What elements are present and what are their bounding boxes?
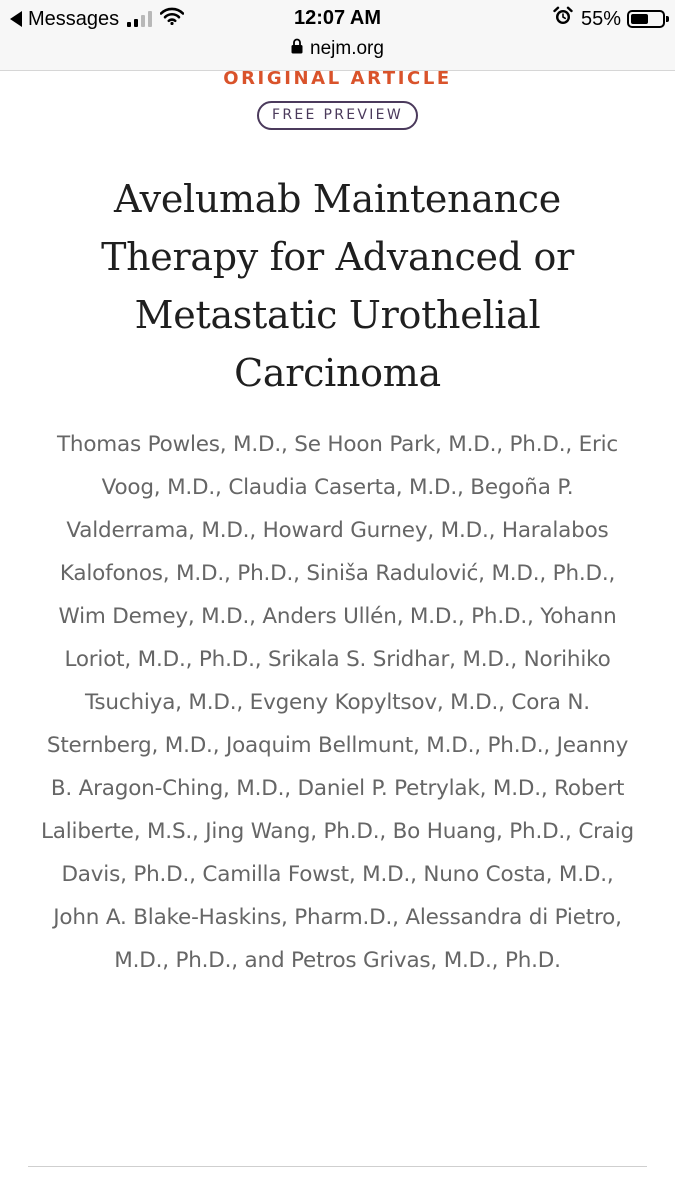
status-right-group	[553, 6, 665, 32]
article-authors[interactable]: Thomas Powles, M.D., Se Hoon Park, M.D., Ph.D., Eric Voog, M.D., Claudia Caserta, M.D., Begoña P. Valderrama, M.D., Howard Gurney, M.D., Haralabos Kalofonos, M.D., Ph.D., Siniša Radulović, M.D., Ph.D., Wim Demey, M.D., Anders Ullén, M.D., Ph.D., Yohann Loriot, M.D., Ph.D., Srikala S. Sridhar, M.D., Norihiko Tsuchiya, M.D., Evgeny Kopyltsov, M.D., Cora N. Sternberg, M.D., Joaquim Bellmunt, M.D., Ph.D., Jeanny B. Aragon-Ching, M.D., Daniel P. Petrylak, M.D., Robert Laliberte, M.S., Jing Wang, Ph.D., Bo Huang, Ph.D., Craig Davis, Ph.D., Camilla Fowst, M.D., Nuno Costa, M.D., John A. Blake-Haskins, Pharm.D., Alessandra di Pietro, M.D., Ph.D., and Petros Grivas, M.D., Ph.D.	[41, 432, 634, 973]
article-title: Avelumab Maintenance Therapy for Advanced or Metastatic Urothelial Carcinoma	[101, 177, 574, 395]
lock-icon	[291, 38, 303, 60]
free-preview-badge: FREE PREVIEW	[257, 101, 418, 130]
battery-level-fill	[631, 14, 648, 24]
section-divider	[28, 1166, 647, 1167]
badge-wrapper	[0, 101, 675, 130]
alarm-clock-icon	[553, 6, 573, 32]
article-type-label[interactable]: ORIGINAL ARTICLE	[223, 68, 452, 89]
url-text: nejm.org	[310, 38, 384, 59]
back-label: Messages	[28, 7, 120, 30]
address-display[interactable]	[291, 38, 384, 60]
status-time: 12:07 AM	[293, 7, 382, 29]
url-bar[interactable]	[0, 38, 675, 71]
battery-percent: 55%	[580, 7, 621, 30]
battery-icon	[627, 10, 665, 28]
status-bar	[0, 0, 675, 38]
